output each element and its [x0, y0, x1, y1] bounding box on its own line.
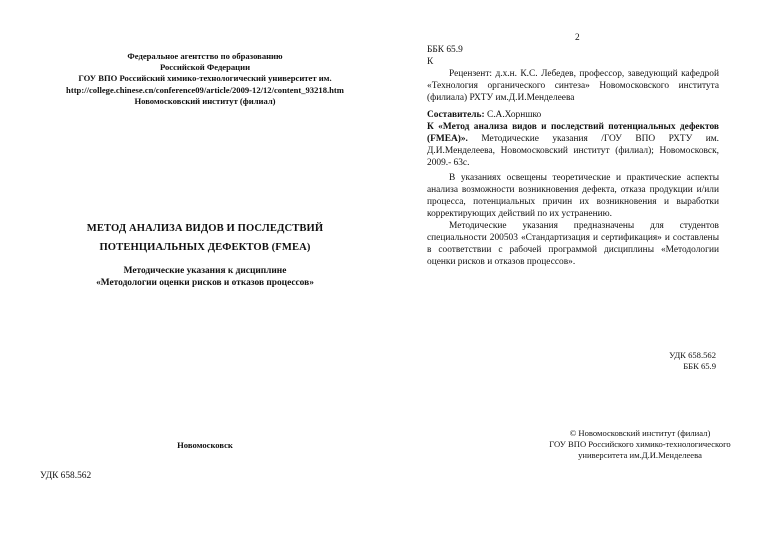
udk-code: УДК 658.562 [669, 350, 716, 360]
document-title [30, 219, 380, 257]
copyright-line: © Новомосковский институт (филиал) [569, 428, 711, 438]
bibliographic-record [427, 109, 719, 169]
subtitle-line: Методические указания к дисциплине [123, 266, 287, 276]
biblio-letter: К [427, 122, 434, 132]
bbk-code: ББК 65.9 [683, 361, 716, 372]
document-subtitle [30, 265, 380, 289]
bbk-code: ББК 65.9 [427, 45, 463, 55]
bbk-letter: К [427, 57, 434, 67]
header-line: Новомосковский институт (филиал) [134, 95, 276, 106]
copyright-line: университета им.Д.И.Менделеева [578, 450, 702, 461]
biblio-title: «Метод анализа видов и последствий потенциальных дефектов (FMEA)». [427, 122, 719, 144]
biblio-rest: Методические указания /ГОУ ВПО РХТУ им. Д.И.Менделеева, Новомосковский институт (филиал); Новомосковск, 2009.- 63с. [427, 134, 719, 168]
bbk-block [427, 44, 719, 104]
copyright [520, 428, 760, 462]
abstract-paragraph: Методические указания предназначены для студентов специальности 200503 «Стандартизация и сертификация» и составлены в соответствии с рабочей программой дисциплины «Методологии оценки рисков и отказов процессов». [427, 221, 719, 267]
header-line: Федеральное агентство по образованию [127, 51, 283, 61]
page-number: 2 [575, 33, 580, 43]
classification-codes [560, 350, 716, 372]
reviewer: Рецензент: д.х.н. К.С. Лебедев, профессор, заведующий кафедрой «Технология органического синтеза» Новомосковского института (филиала) РХТУ им.Д.И.Менделеева [427, 69, 719, 103]
subtitle-line: «Методологии оценки рисков и отказов процессов» [96, 278, 314, 288]
compiler-label: Составитель: [427, 110, 485, 120]
compiler-name: С.А.Хорншко [484, 110, 542, 120]
left-header [30, 51, 380, 107]
abstract-paragraph: В указаниях освещены теоретические и практические аспекты анализа возможности возникновения дефекта, отказа продукции и/или процесса, потенциальных причин их возникновения и выработки корректирующих действий по их устранению. [427, 173, 719, 219]
title-line: МЕТОД АНАЛИЗА ВИДОВ И ПОСЛЕДСТВИЙ [86, 223, 324, 234]
copyright-line: ГОУ ВПО Российского химико-технологического [549, 439, 731, 450]
city: Новомосковск [177, 440, 233, 450]
abstract [427, 172, 719, 268]
header-line: ГОУ ВПО Российский химико-технологический университет им. [78, 73, 332, 84]
udk-left: УДК 658.562 [40, 471, 92, 481]
header-url: http://college.chinese.cn/conference09/article/2009-12/12/content_93218.htm [66, 84, 344, 95]
header-line: Российской Федерации [159, 62, 251, 73]
title-line: ПОТЕНЦИАЛЬНЫХ ДЕФЕКТОВ (FMEA) [99, 242, 311, 253]
